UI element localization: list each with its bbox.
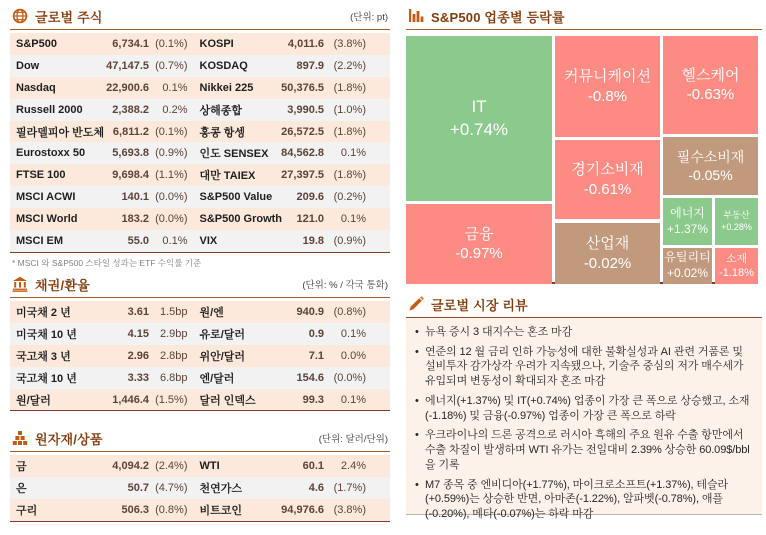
row-label: 유로/달러: [199, 328, 246, 341]
row-change: 0.1%: [162, 81, 188, 94]
sector-tile-name: 경기소비재: [571, 161, 644, 178]
row-change: (1.0%): [333, 103, 366, 116]
row-value: 140.1: [121, 191, 149, 204]
row-value: 60.1: [302, 459, 324, 472]
sector-tile-change: -0.02%: [583, 254, 632, 272]
bonds-fx-section: [10, 274, 390, 411]
sector-tile-change: -0.05%: [688, 167, 733, 183]
row-value: 55.0: [127, 234, 149, 247]
table-row: [10, 477, 390, 499]
table-row: [10, 208, 390, 230]
sector-tile-name: 금융: [464, 225, 494, 243]
row-change: (2.2%): [333, 59, 366, 72]
sector-tile-industrials: [555, 223, 660, 284]
sector-tile-name: 필수소비재: [676, 148, 745, 165]
row-label: 필라델피아 반도체: [16, 126, 105, 139]
row-value: 6,811.2: [112, 125, 149, 138]
bonds-fx-table: [10, 301, 390, 411]
row-label: 원/엔: [199, 306, 224, 319]
row-label: 달러 인덱스: [199, 394, 256, 407]
row-label: 상해종합: [199, 104, 243, 117]
row-value: 209.6: [296, 191, 324, 204]
unit-label: (단위: 달러/단위): [318, 434, 388, 445]
row-value: 154.6: [296, 371, 324, 384]
row-change: (0.0%): [155, 191, 188, 204]
row-label: 대만 TAIEX: [199, 170, 256, 183]
global-stocks-section: [10, 6, 390, 269]
row-label: WTI: [199, 459, 220, 472]
row-value: 50,376.5: [281, 81, 324, 94]
row-change: 2.9bp: [159, 327, 188, 340]
row-value: 0.9: [308, 327, 324, 340]
row-label: KOSDAQ: [199, 59, 248, 72]
row-value: 897.9: [296, 59, 324, 72]
row-label: S&P500 Value: [199, 191, 273, 204]
sector-tile-change: -0.97%: [455, 245, 503, 262]
table-row: [10, 323, 390, 345]
row-value: 4.15: [127, 327, 149, 340]
table-row: [10, 77, 390, 99]
row-value: 940.9: [296, 305, 324, 318]
table-row: [10, 55, 390, 77]
global-stocks-header: [10, 6, 390, 30]
row-value: 3.61: [127, 305, 149, 318]
row-change: (4.7%): [155, 481, 188, 494]
etf-footnote: * MSCI 와 S&P500 스타일 성과는 ETF 수익률 기준: [12, 257, 202, 268]
sector-tile-name: 유틸리티: [664, 250, 711, 265]
sector-tile-utilities: [663, 248, 712, 284]
sector-tile-energy: [663, 198, 712, 245]
review-bullet: • 우크라이나의 드론 공격으로 러시아 흑해의 주요 원유 수출 항만에서 수출 차질이 발생하며 WTI 유가는 전일대비 2.39% 상승한 60.09$/bbl 을 기록: [414, 428, 754, 472]
bar-chart-icon: [408, 8, 424, 24]
row-change: (0.1%): [155, 125, 188, 138]
row-label: 금: [16, 460, 27, 473]
row-change: (0.2%): [333, 191, 366, 204]
review-bullet: • 뉴욕 증시 3 대지수는 혼조 마감: [414, 325, 754, 340]
unit-label: (단위: % / 각국 통화): [302, 280, 388, 291]
row-value: 1,446.4: [112, 393, 149, 406]
row-change: 0.0%: [340, 349, 366, 362]
row-change: (0.0%): [333, 371, 366, 384]
row-label: S&P500 Growth: [199, 213, 283, 226]
sector-tile-real-estate: [715, 198, 758, 245]
row-value: 3.33: [127, 371, 149, 384]
sector-tile-communication: [555, 36, 660, 137]
row-change: (0.9%): [333, 234, 366, 247]
row-label: KOSPI: [199, 37, 234, 50]
sector-performance-section: [406, 6, 762, 284]
row-label: MSCI ACWI: [16, 191, 76, 204]
sector-tile-change: +0.74%: [449, 119, 509, 139]
row-change: (2.4%): [155, 459, 188, 472]
row-value: 4.6: [308, 481, 324, 494]
row-change: (1.1%): [155, 169, 188, 182]
market-review-box: [406, 318, 762, 521]
sector-tile-healthcare: [663, 36, 758, 134]
row-change: (0.1%): [155, 37, 188, 50]
row-change: 2.4%: [340, 459, 366, 472]
sector-tile-change: +0.28%: [721, 221, 752, 232]
sector-tile-consumer-discretionary: [555, 140, 660, 219]
sector-tile-name: 헬스케어: [681, 66, 740, 84]
sector-tile-change: +0.02%: [666, 266, 709, 280]
row-label: 천연가스: [199, 482, 243, 495]
commodities-table: [10, 455, 390, 522]
row-label: MSCI EM: [16, 234, 64, 247]
row-label: Russell 2000: [16, 103, 83, 116]
row-label: MSCI World: [16, 213, 78, 226]
row-value: 4,094.2: [112, 459, 149, 472]
sector-tile-materials: [715, 248, 758, 284]
global-stocks-table: [10, 33, 390, 253]
sector-tile-change: -0.63%: [686, 86, 735, 103]
row-value: 84,562.8: [281, 147, 324, 160]
row-value: 50.7: [127, 481, 149, 494]
sector-tile-name: 산업재: [585, 235, 630, 252]
row-change: (0.7%): [155, 59, 188, 72]
row-value: 27,397.5: [281, 169, 324, 182]
row-label: Eurostoxx 50: [16, 147, 86, 160]
market-review-header: [406, 294, 762, 318]
row-label: 국고채 3 년: [16, 350, 71, 363]
row-change: (1.8%): [333, 169, 366, 182]
row-label: 엔/달러: [199, 372, 235, 385]
bonds-fx-header: [10, 274, 390, 298]
row-label: 원/달러: [16, 394, 51, 407]
row-change: 0.1%: [340, 147, 366, 160]
table-row: [10, 345, 390, 367]
row-change: 0.1%: [340, 213, 366, 226]
row-value: 22,900.6: [106, 81, 149, 94]
review-bullet-list: [414, 325, 754, 522]
sector-tile-financials: [406, 204, 552, 284]
section-title: 글로벌 주식: [35, 9, 103, 25]
row-value: 2.96: [127, 349, 149, 362]
row-label: VIX: [199, 234, 218, 247]
row-value: 2,388.2: [112, 103, 149, 116]
row-label: Nikkei 225: [199, 81, 254, 94]
row-change: 1.5bp: [159, 305, 188, 318]
sector-tile-name: 부동산: [723, 209, 750, 220]
row-label: FTSE 100: [16, 169, 66, 182]
row-change: (3.8%): [333, 503, 366, 516]
table-row: [10, 499, 390, 521]
row-label: 국고채 10 년: [16, 372, 77, 385]
row-value: 99.3: [302, 393, 324, 406]
row-value: 47,147.5: [106, 59, 149, 72]
market-review-section: [406, 294, 762, 521]
row-value: 7.1: [308, 349, 324, 362]
row-change: (3.8%): [333, 37, 366, 50]
row-change: (0.8%): [155, 503, 188, 516]
row-value: 9,698.4: [112, 169, 149, 182]
row-label: Nasdaq: [16, 81, 56, 94]
row-value: 4,011.6: [287, 37, 324, 50]
row-label: 홍콩 항셍: [199, 126, 246, 139]
row-change: 6.8bp: [159, 371, 188, 384]
sector-tile-change: -1.18%: [719, 267, 754, 279]
row-value: 94,976.6: [281, 503, 324, 516]
sector-performance-header: [406, 6, 762, 30]
sector-tile-name: 에너지: [670, 205, 705, 220]
sector-treemap: [406, 36, 758, 284]
table-row: [10, 121, 390, 143]
row-change: 0.2%: [162, 103, 188, 116]
review-bullet: • 에너지(+1.37%) 및 IT(+0.74%) 업종이 가장 큰 폭으로 상승했고, 소재(-1.18%) 및 금융(-0.97%) 업종이 가장 큰 폭으로 하락: [414, 394, 754, 423]
row-value: 183.2: [121, 213, 149, 226]
row-label: 미국채 2 년: [16, 306, 71, 319]
row-change: (0.0%): [155, 213, 188, 226]
row-label: S&P500: [16, 37, 57, 50]
globe-icon: [12, 8, 28, 24]
row-change: 0.1%: [162, 234, 188, 247]
table-row: [10, 367, 390, 389]
row-label: 미국채 10 년: [16, 328, 77, 341]
pencil-icon: [408, 296, 424, 312]
row-value: 5,693.8: [112, 147, 149, 160]
row-change: (1.8%): [333, 81, 366, 94]
sector-tile-change: -0.8%: [587, 87, 628, 105]
table-row: [10, 389, 390, 411]
section-title: 원자재/상품: [35, 431, 103, 447]
table-row: [10, 99, 390, 121]
table-row: [10, 164, 390, 186]
row-label: 구리: [16, 504, 38, 517]
row-change: (1.8%): [333, 125, 366, 138]
sector-tile-change: +1.37%: [666, 221, 709, 236]
row-value: 3,990.5: [287, 103, 324, 116]
row-change: 0.1%: [340, 327, 366, 340]
row-label: 위안/달러: [199, 350, 246, 363]
table-row: [10, 301, 390, 323]
sector-tile-name: 소재: [725, 252, 748, 265]
row-label: 은: [16, 482, 27, 495]
table-row: [10, 33, 390, 55]
table-row: [10, 455, 390, 477]
unit-label: (단위: pt): [350, 12, 388, 23]
row-value: 26,572.5: [281, 125, 324, 138]
table-row: [10, 230, 390, 252]
row-value: 506.3: [121, 503, 149, 516]
commodities-section: [10, 428, 390, 522]
row-change: (1.5%): [155, 393, 188, 406]
row-value: 121.0: [296, 213, 324, 226]
section-title: 채권/환율: [35, 277, 90, 293]
row-label: Dow: [16, 59, 40, 72]
table-row: [10, 142, 390, 164]
row-value: 6,734.1: [112, 37, 149, 50]
row-change: (1.7%): [333, 481, 366, 494]
table-row: [10, 186, 390, 208]
sector-tile-it: [406, 36, 552, 201]
sector-tile-change: -0.61%: [583, 180, 632, 198]
row-label: 비트코인: [199, 504, 243, 517]
row-change: 2.8bp: [159, 349, 188, 362]
gold-bars-icon: [12, 430, 28, 446]
sector-tile-name: 커뮤니케이션: [564, 68, 651, 85]
sector-tile-consumer-staples: [663, 137, 758, 195]
section-title: 글로벌 시장 리뷰: [431, 297, 528, 313]
row-change: 0.1%: [340, 393, 366, 406]
row-change: (0.9%): [155, 147, 188, 160]
section-title: S&P500 업종별 등락률: [431, 9, 565, 25]
row-change: (0.8%): [333, 305, 366, 318]
bank-icon: [12, 276, 28, 292]
review-bullet: • 연준의 12 월 금리 인하 가능성에 대한 불확실성과 AI 관련 거품론 및 설비투자 감가상각 우려가 지속됐으나, 기술주 중심의 저가 매수세가 유입되며 변동성이 확대되자 혼조 마감: [414, 345, 754, 389]
review-bullet: • M7 종목 중 엔비디아(+1.77%), 마이크로소프트(+1.37%), 테슬라(+0.59%)는 상승한 반면, 아마존(-1.22%), 알파벳(-0.78%), 애플(-0.20%), 메타(-0.07%)는 하락 마감: [414, 478, 754, 522]
row-value: 19.8: [302, 234, 324, 247]
row-label: 인도 SENSEX: [199, 148, 269, 161]
commodities-header: [10, 428, 390, 452]
sector-tile-name: IT: [471, 97, 487, 117]
